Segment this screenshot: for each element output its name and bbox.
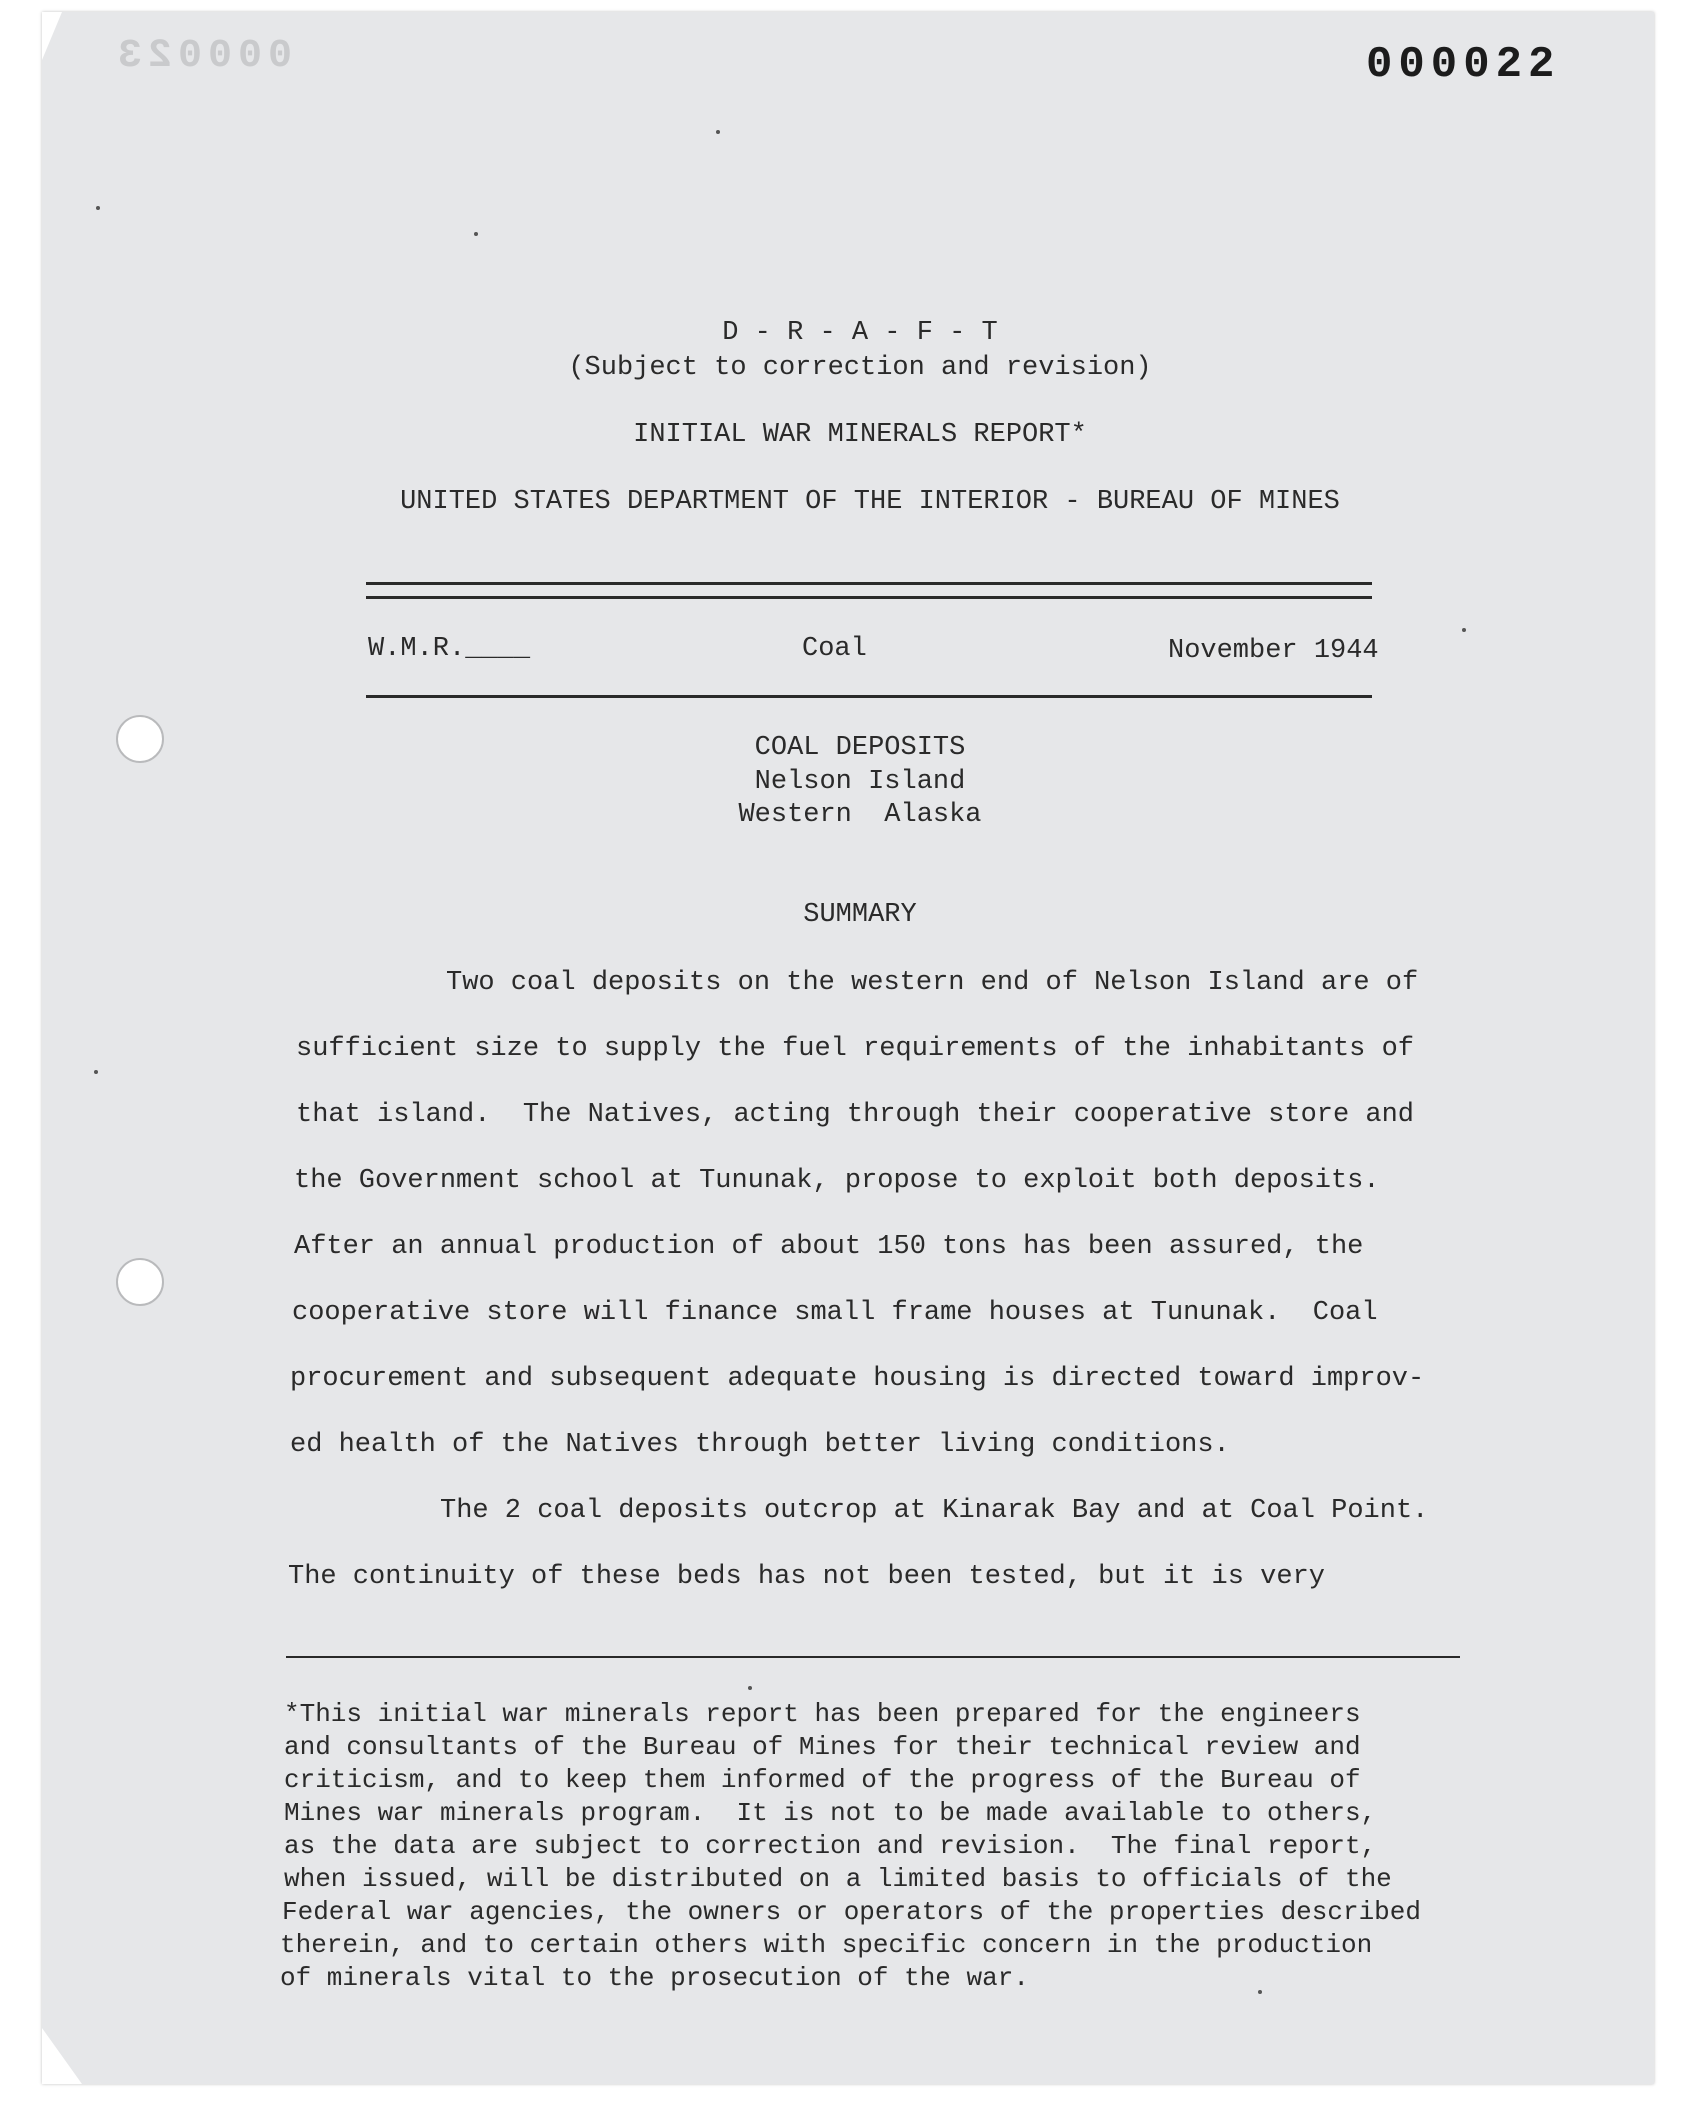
report-date: November 1944	[1168, 636, 1379, 666]
report-title: INITIAL WAR MINERALS REPORT*	[633, 420, 1087, 450]
speck	[94, 1070, 98, 1074]
summary-para1-line: that island. The Natives, acting through their cooperative store and	[296, 1100, 1414, 1130]
subject-line-1: COAL DEPOSITS	[754, 733, 966, 763]
footnote-line: *This initial war minerals report has been prepared for the engineers	[284, 1699, 1361, 1729]
draft-subtitle: (Subject to correction and revision)	[568, 353, 1152, 383]
summary-para2-line: The continuity of these beds has not been tested, but it is very	[288, 1562, 1325, 1592]
summary-para1-line: cooperative store will finance small frame houses at Tununak. Coal	[292, 1298, 1378, 1328]
speck	[716, 130, 720, 134]
footnote-line: and consultants of the Bureau of Mines for their technical review and	[284, 1732, 1361, 1762]
subject-line-3: Western Alaska	[738, 800, 982, 830]
punch-hole-top	[116, 715, 164, 763]
summary-para1-line: After an annual production of about 150 tons has been assured, the	[294, 1232, 1364, 1262]
summary-para1-line: procurement and subsequent adequate housing is directed toward improv-	[290, 1364, 1425, 1394]
speck	[474, 232, 478, 236]
footnote-line: when issued, will be distributed on a limited basis to officials of the	[284, 1864, 1392, 1894]
summary-para1-line: the Government school at Tununak, propose to exploit both deposits.	[294, 1166, 1380, 1196]
double-rule-top	[366, 582, 1372, 585]
summary-para1-line: ed health of the Natives through better living conditions.	[290, 1430, 1230, 1460]
department-heading: UNITED STATES DEPARTMENT OF THE INTERIOR - BUREAU OF MINES	[400, 487, 1340, 517]
footnote-line: Federal war agencies, the owners or operators of the properties described	[282, 1897, 1421, 1927]
page-fold-corner	[42, 12, 62, 60]
summary-para2-line: The 2 coal deposits outcrop at Kinarak Bay and at Coal Point.	[440, 1496, 1429, 1526]
draft-label: D - R - A - F - T	[722, 318, 998, 348]
footnote-rule	[286, 1656, 1460, 1658]
speck	[1258, 1990, 1262, 1994]
summary-para1-line: Two coal deposits on the western end of Nelson Island are of	[446, 968, 1419, 998]
subject-line-2: Nelson Island	[754, 767, 966, 797]
footnote-line: as the data are subject to correction and revision. The final report,	[284, 1831, 1377, 1861]
speck	[96, 206, 100, 210]
double-rule-bottom	[366, 596, 1372, 599]
commodity-label: Coal	[802, 634, 867, 664]
speck	[1462, 628, 1466, 632]
meta-rule	[366, 695, 1372, 698]
page-fold-corner-bottom	[42, 2028, 82, 2084]
speck	[748, 1686, 752, 1690]
footnote-line: criticism, and to keep them informed of the progress of the Bureau of	[284, 1765, 1361, 1795]
punch-hole-bottom	[116, 1258, 164, 1306]
mirrored-page-number: 000023	[112, 34, 293, 79]
footnote-line: of minerals vital to the prosecution of the war.	[280, 1963, 1029, 1993]
footnote-line: therein, and to certain others with specific concern in the production	[280, 1930, 1373, 1960]
footnote-line: Mines war minerals program. It is not to be made available to others,	[284, 1798, 1377, 1828]
page-number-stamp: 000022	[1366, 40, 1561, 90]
summary-heading: SUMMARY	[803, 900, 917, 930]
summary-para1-line: sufficient size to supply the fuel requirements of the inhabitants of	[296, 1034, 1414, 1064]
wmr-number: W.M.R.____	[368, 634, 531, 664]
